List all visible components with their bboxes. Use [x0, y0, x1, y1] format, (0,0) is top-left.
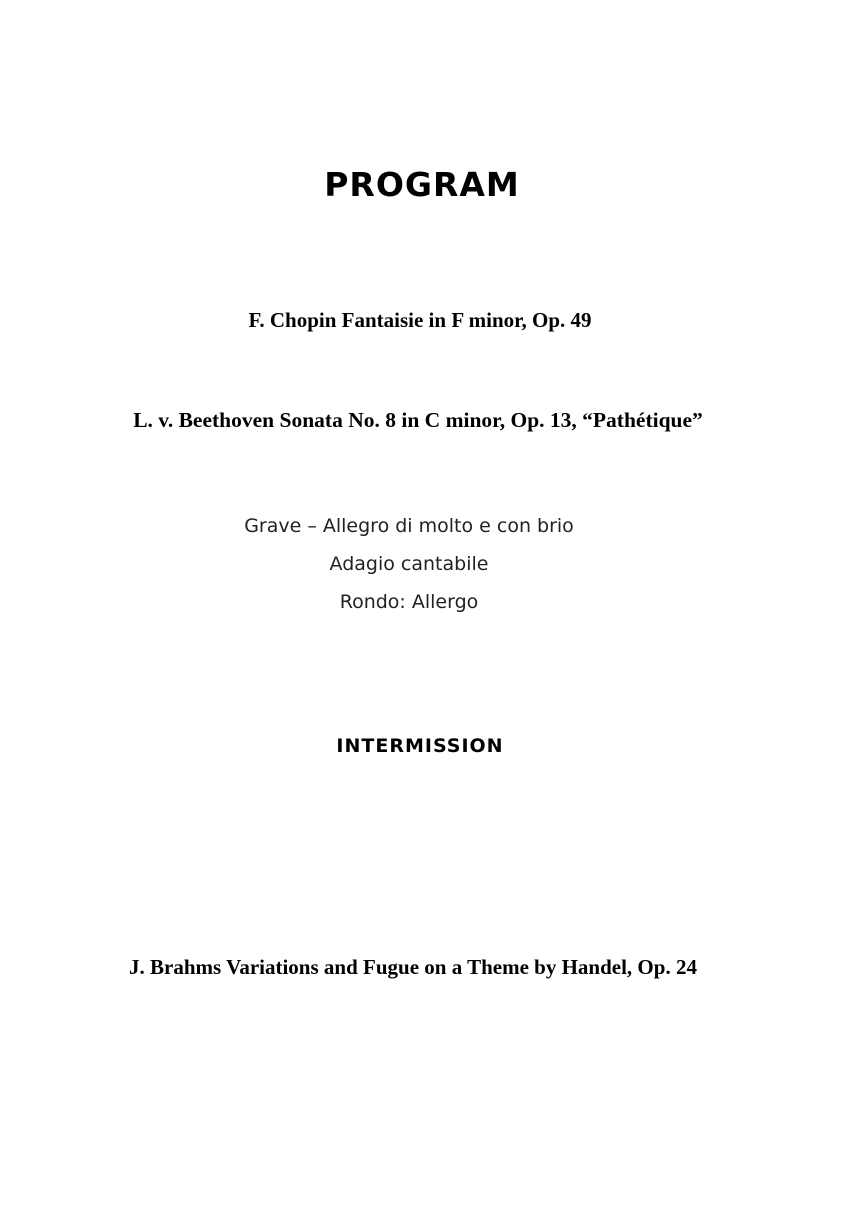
movement-list: [0, 507, 844, 621]
program-item-brahms: J. Brahms Variations and Fugue on a Theme by Handel, Op. 24: [129, 955, 697, 979]
page-title: PROGRAM: [324, 165, 520, 204]
intermission-label: INTERMISSION: [336, 735, 504, 757]
movement-item: Rondo: Allergo: [339, 591, 479, 613]
movement-item: Grave – Allegro di molto e con brio: [244, 515, 574, 537]
movement-item: Adagio cantabile: [329, 553, 489, 575]
program-item-chopin: F. Chopin Fantaisie in F minor, Op. 49: [248, 308, 592, 332]
program-item-beethoven: L. v. Beethoven Sonata No. 8 in C minor, Op. 13, “Pathétique”: [133, 408, 703, 432]
